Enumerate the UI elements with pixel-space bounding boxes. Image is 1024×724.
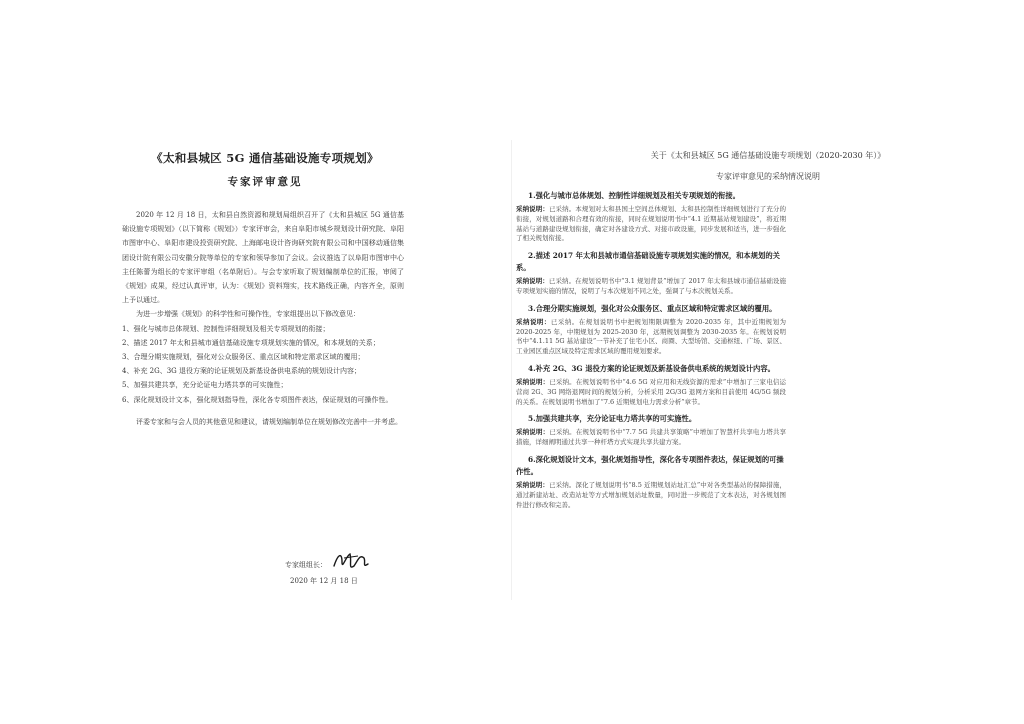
explanation-title: 关于《太和县城区 5G 通信基础设施专项规划（2020-2030 年）》 [650, 151, 886, 160]
adoption-item [516, 190, 786, 244]
intro-paragraph: 2020 年 12 月 18 日，太和县自然资源和规划局组织召开了《太和县城区 5G 通信基础设施专项规划》（以下简称《规划》）专家评审会，来自阜阳市城乡规划设计研究院、阜阳市图审中心、阜阳市建设投资研究院、上海邮电设计咨询研究院有限公司和中国移动通信集团设计院有限公司安徽分院等单位的专家和领导参加了会议。会议推选了以阜阳市图审中心主任陈蕾为组长的专家评审组（名单附后）。与会专家听取了规划编制单位的汇报，审阅了《规划》成果，经过认真评审，认为：《规划》资料翔实，技术路线正确，内容齐全，原则上予以通过。 [122, 211, 404, 305]
signature-label: 专家组组长： [285, 561, 327, 569]
opinion-item: 4、补充 2G、3G 退役方案的论证规划及新基设备供电系统的规划设计内容； [122, 367, 361, 376]
adoption-item [516, 250, 786, 297]
handwritten-signature [330, 548, 372, 574]
item-heading: 2.描述 2017 年太和县城市通信基础设施专项规划实施的情况，和本规划的关系。 [516, 251, 780, 273]
document-title: 《太和县城区 5G 通信基础设施专项规划》 [151, 151, 379, 165]
review-opinion-body [122, 208, 404, 429]
opinion-item: 5、加强共建共享，充分论证电力塔共享的可实施性； [122, 381, 288, 390]
item-heading: 3.合理分期实施规划，强化对公众服务区、重点区域和特定需求区域的覆用。 [528, 303, 777, 313]
adoption-item [516, 413, 786, 448]
opinion-item: 2、描述 2017 年太和县城市通信基础设施专项规划实施的情况，和本规划的关系； [122, 338, 380, 347]
item-response: 采纳说明：已采纳。在规划说明书中“7.7 5G 共建共享策略”中增加了智慧杆共享电力塔共享措施，详细阐明通过共享一种杆塔方式实现共享共建方案。 [516, 428, 786, 447]
item-response: 采纳说明：已采纳。在规划说明书中把规划期限调整为 2020-2035 年，其中近期规划为 2020-2025 年，中期规划为 2025-2030 年，远期规划调整为 2030-2035 年。在规划说明书中“4.1.11 5G 基站建设”一节补充了住宅小区、商圈、大型场馆、交通枢纽、广场、景区、工业园区重点区域及特定需求区域的覆用规划要求。 [516, 317, 787, 356]
opinion-item: 6、深化规划设计文本，强化规划指导性，深化各专项图件表达，保证规划的可操作性。 [122, 395, 393, 404]
explanation-subtitle: 专家评审意见的采纳情况说明 [716, 172, 820, 181]
item-response: 采纳说明：已采纳。本规划对太和县国土空间总体规划、太和县控制性详细规划进行了充分的衔接，对规划道路和合理有效的衔接，同时在规划说明书中“4.1 近期基站规划建设”，将近期基站与道路建设规划衔接，确定对各建设方式、对接市政设施，同步发展和适当，进一步强化了相关规划衔接。 [516, 205, 787, 243]
item-heading: 5.加强共建共享，充分论证电力塔共享的可实施性。 [528, 414, 697, 424]
adoption-explanation-body [516, 190, 786, 516]
item-response: 采纳说明：已采纳。深化了规划说明书“8.5 近期规划站址汇总”中对各类型基站的保障措施，通过新建站址、改造站址等方式增加规划站址数量，同时进一步规范了文本表达，对各规划图件进行修改和完善。 [516, 480, 786, 509]
adoption-item [516, 363, 786, 407]
item-response: 采纳说明：已采纳。在规划说明书中“3.1 规划背景”增加了 2017 年太和县城市通信基础设施专项规划实施的情况，说明了与本次规划不同之处，强调了与本次规划关系。 [516, 277, 787, 295]
adoption-item [516, 454, 786, 510]
item-heading: 4.补充 2G、3G 退役方案的论证规划及新基设备供电系统的规划设计内容。 [528, 363, 775, 373]
item-heading: 1.强化与城市总体规划、控制性详细规划及相关专项规划的衔接。 [528, 191, 740, 200]
opinion-item: 3、合理分期实施规划，强化对公众服务区、重点区域和特定需求区域的覆用； [122, 353, 365, 362]
adoption-item [516, 303, 786, 357]
opinion-item: 1、强化与城市总体规划、控制性详细规划及相关专项规划的衔接； [122, 324, 330, 333]
closing-paragraph: 评委专家和与会人员的其他意见和建议，请规划编制单位在规划修改完善中一并考虑。 [136, 417, 402, 426]
signature-date: 2020 年 12 月 18 日 [290, 577, 358, 585]
lead-paragraph: 为进一步增强《规划》的科学性和可操作性，专家组提出以下修改意见： [136, 310, 360, 319]
right-page [512, 0, 1024, 724]
item-response: 采纳说明：已采纳。在规划说明书中“4.6 5G 对应用和无线资源的需求”中增加了三家电信运营商 2G、3G 网络退网时间的规划分析，分析采用 2G/3G 退网方案和目前使用 4G/5G 频段的关系。在规划说明书增加了“7.6 近期规划电力需求分析”章节。 [516, 377, 786, 406]
document-subtitle: 专家评审意见 [227, 176, 303, 188]
item-heading: 6.深化规划设计文本，强化规划指导性，深化各专项图件表达，保证规划的可操作性。 [516, 454, 784, 476]
